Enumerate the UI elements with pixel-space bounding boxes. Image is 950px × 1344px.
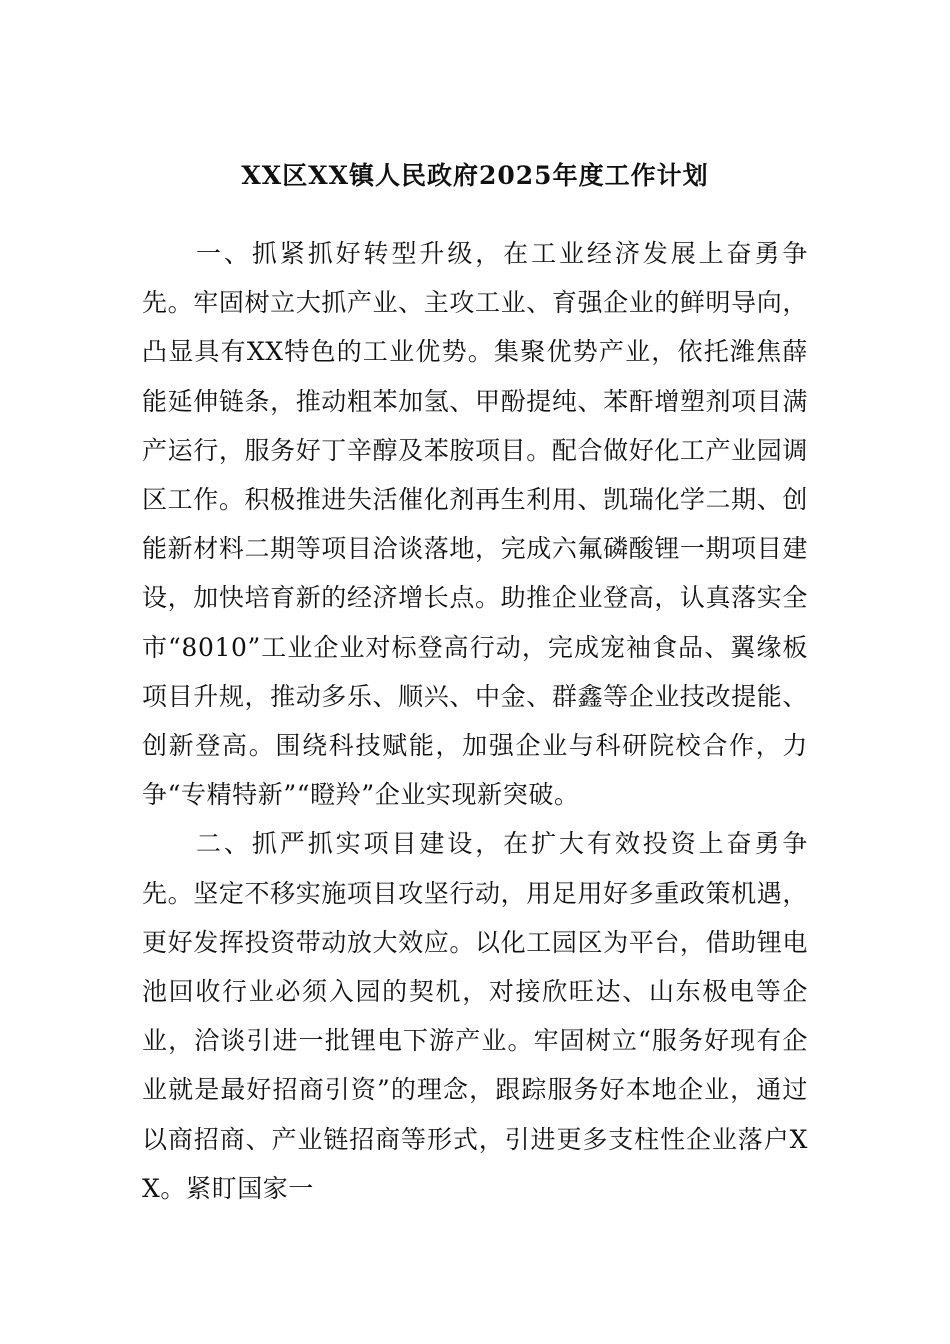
paragraph-1: 一、抓紧抓好转型升级，在工业经济发展上奋勇争先。牢固树立大抓产业、主攻工业、育强企业的鲜明导向，凸显具有XX特色的工业优势。集聚优势产业，依托潍焦薛能延伸链条，推动粗苯加氢、甲酚提纯、苯酐增塑剂项目满产运行，服务好丁辛醇及苯胺项目。配合做好化工产业园调区工作。积极推进失活催化剂再生利用、凯瑞化学二期、创能新材料二期等项目洽谈落地，完成六氟磷酸锂一期项目建设，加快培育新的经济增长点。助推企业登高，认真落实全市“8010”工业企业对标登高行动，完成宠袖食品、翼缘板项目升规，推动多乐、顺兴、中金、群鑫等企业技改提能、创新登高。围绕科技赋能，加强企业与科研院校合作，力争“专精特新”“瞪羚”企业实现新突破。 xyxy=(142,239,808,810)
page-title: XX区XX镇人民政府2025年度工作计划 xyxy=(241,161,709,190)
paragraph-2: 二、抓严抓实项目建设，在扩大有效投资上奋勇争先。坚定不移实施项目攻坚行动，用足用好多重政策机遇，更好发挥投资带动放大效应。以化工园区为平台，借助锂电池回收行业必须入园的契机，对接欣旺达、山东极电等企业，洽谈引进一批锂电下游产业。牢固树立“服务好现有企业就是最好招商引资”的理念，跟踪服务好本地企业，通过以商招商、产业链招商等形式，引进更多支柱性企业落户XX。紧盯国家一 xyxy=(142,829,808,1203)
document-body xyxy=(142,229,808,1213)
